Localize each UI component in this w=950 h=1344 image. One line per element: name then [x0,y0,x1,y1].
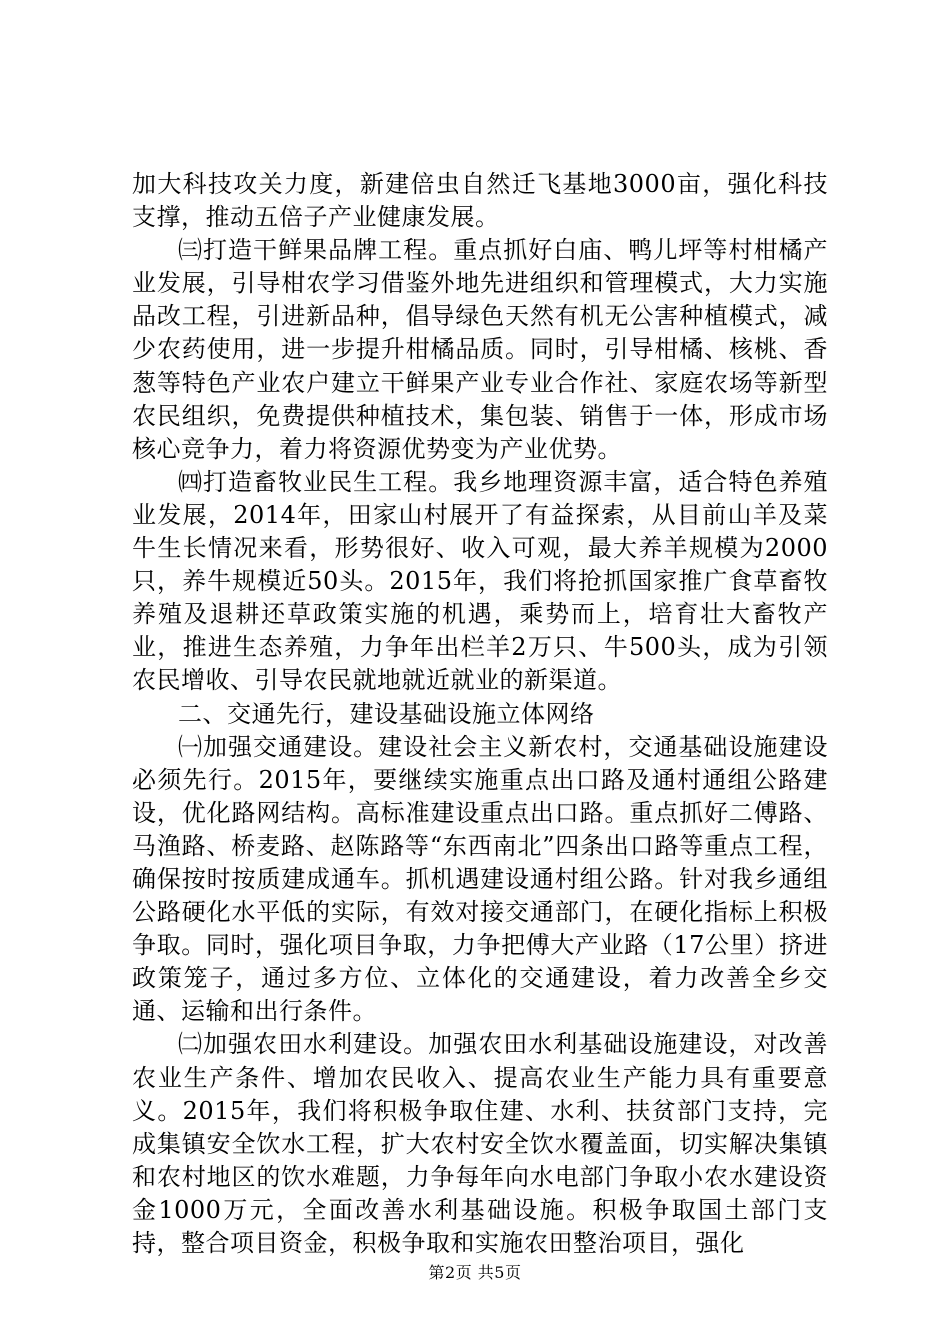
document-body [132,168,828,1260]
paragraph-1: 加大科技攻关力度，新建倍虫自然迁飞基地3000亩，强化科技支撑，推动五倍子产业健康发展。 [132,170,828,232]
paragraph-5: ㈡加强农田水利建设。加强农田水利基础设施建设，对改善农业生产条件、增加农民收入、提高农业生产能力具有重要意义。2015年，我们将积极争取住建、水利、扶贫部门支持，完成集镇安全饮水工程，扩大农村安全饮水覆盖面，切实解决集镇和农村地区的饮水难题，力争每年向水电部门争取小农水建设资金1000万元，全面改善水利基础设施。积极争取国土部门支持，整合项目资金，积极争取和实施农田整治项目，强化 [132,1030,828,1257]
paragraph-2: ㈢打造干鲜果品牌工程。重点抓好白庙、鸭儿坪等村柑橘产业发展，引导柑农学习借鉴外地先进组织和管理模式，大力实施品改工程，引进新品种，倡导绿色天然有机无公害种植模式，减少农药使用，进一步提升柑橘品质。同时，引导柑橘、核桃、香葱等特色产业农户建立干鲜果产业专业合作社、家庭农场等新型农民组织，免费提供种植技术，集包装、销售于一体，形成市场核心竞争力，着力将资源优势变为产业优势。 [132,236,828,463]
section-heading: 二、交通先行，建设基础设施立体网络 [178,699,595,728]
paragraph-4: ㈠加强交通建设。建设社会主义新农村，交通基础设施建设必须先行。2015年，要继续实施重点出口路及通村通组公路建设，优化路网结构。高标准建设重点出口路。重点抓好二傅路、马渔路、桥麦路、赵陈路等“东西南北”四条出口路等重点工程，确保按时按质建成通车。抓机遇建设通村组公路。针对我乡通组公路硬化水平低的实际，有效对接交通部门，在硬化指标上积极争取。同时，强化项目争取，力争把傅大产业路（17公里）挤进政策笼子，通过多方位、立体化的交通建设，着力改善全乡交通、运输和出行条件。 [132,732,828,1026]
paragraph-3: ㈣打造畜牧业民生工程。我乡地理资源丰富，适合特色养殖业发展，2014年，田家山村展开了有益探索，从目前山羊及菜牛生长情况来看，形势很好、收入可观，最大养羊规模为2000只，养牛规模近50头。2015年，我们将抢抓国家推广食草畜牧养殖及退耕还草政策实施的机遇，乘势而上，培育壮大畜牧产业，推进生态养殖，力争年出栏羊2万只、牛500头，成为引领农民增收、引导农民就地就近就业的新渠道。 [132,467,828,695]
page-footer: 第2页 共5页 [428,1263,522,1282]
